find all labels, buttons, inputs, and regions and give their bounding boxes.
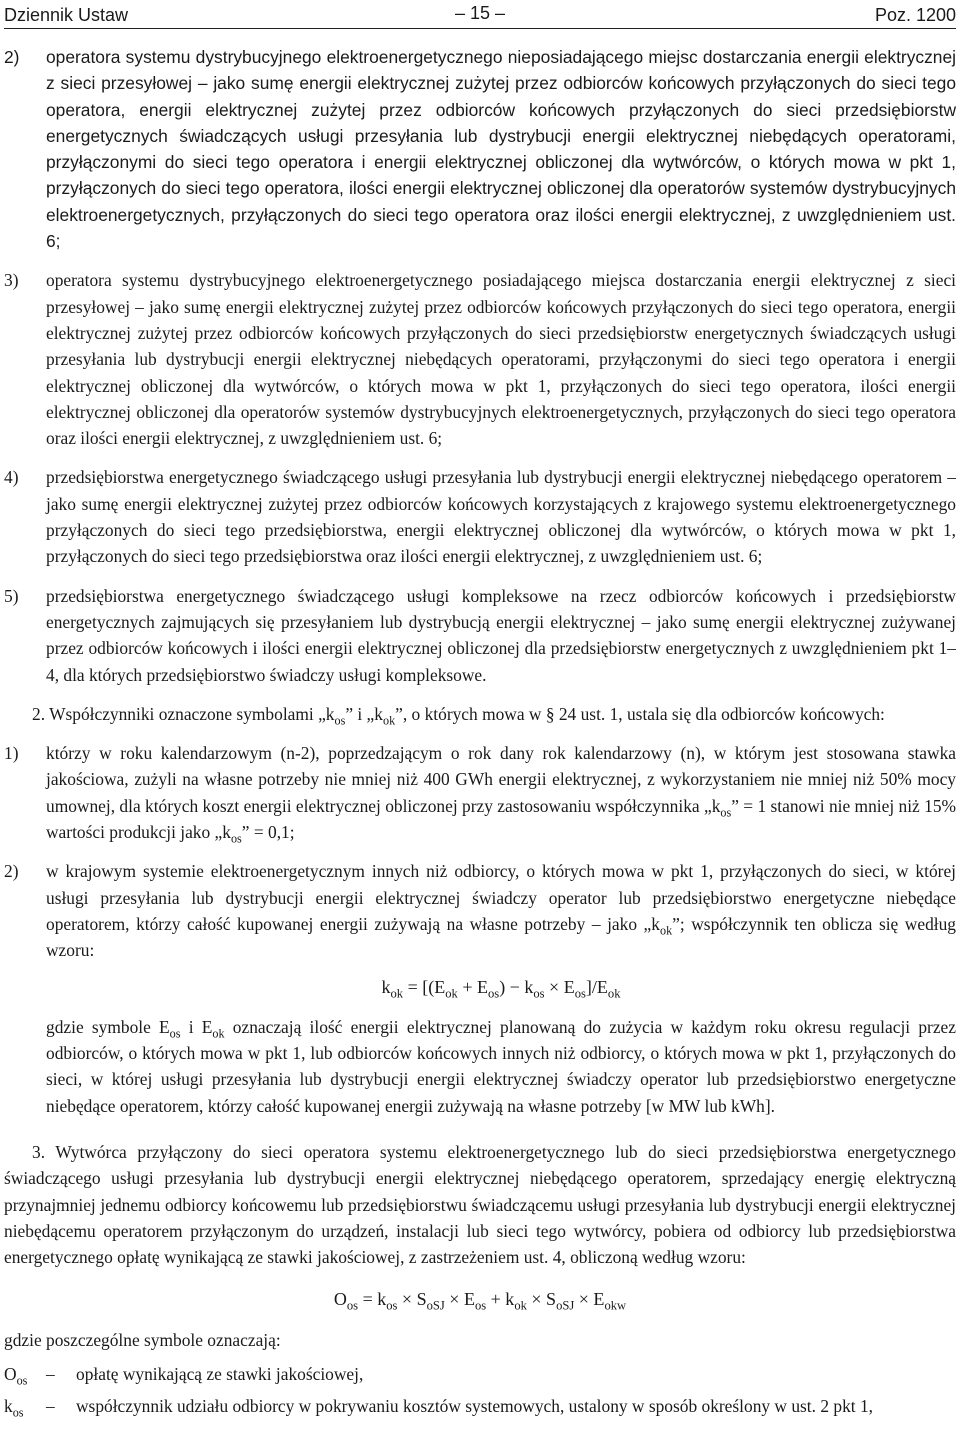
formula-explanation: gdzie symbole $E_{os}$ i $E_{ok}$ oznaczają ilość energii elektrycznej planowaną do zużycia w każdym roku okresu regulacji przez odbiorców, o których mowa w pkt 1, lub odbiorców końcowych innych niż odbiorcy, o których mowa w pkt 1, przyłączonych do sieci, w której usługi przesyłania lub dystrybucji energii elektrycznej świadczy operator lub przedsiębiorstwo energetyczne niebędące operatorem, którzy całość kupowanej energii zużywają na własne potrzeby [w MW lub kWh]. xyxy=(46,1016,956,1116)
section-2-intro: 2. Współczynniki oznaczone symbolami $„k_{os}$” i $„k_{ok}$”, o których mowa w § 24 ust. 1, ustala się dla odbiorców końcowych: xyxy=(32,703,885,728)
journal-title: Dziennik Ustaw xyxy=(4,5,129,25)
item-number: 2) xyxy=(4,47,20,67)
list-item xyxy=(4,464,956,569)
item-text: operatora systemu dystrybucyjnego elektroenergetycznego nieposiadającego miejsc dostarczania energii elektrycznej z sieci przesyłowej – jako sumę energii elektrycznej zużytej przez odbiorców końcowych przyłączonych do sieci tego operatora, energii elektrycznej zużytej przez odbiorców końcowych przyłączonych do sieci przedsiębiorstw energetycznych świadczących usługi przesyłania lub dystrybucji energii elektrycznej niebędących operatorami, przyłączonymi do sieci tego operatora i energii elektrycznej obliczonej dla wytwórców, o których mowa w pkt 1, przyłączonych do sieci tego operatora, ilości energii elektrycznej obliczonej dla operatorów systemów dystrybucyjnych elektroenergetycznych, przyłączonych do sieci tego operatora oraz ilości energii elektrycznej, z uwzględnieniem ust. 6; xyxy=(46,47,956,252)
page-header xyxy=(4,0,956,29)
enumerated-list-b xyxy=(4,267,956,1419)
item-text: przedsiębiorstwa energetycznego świadczącego usługi kompleksowe na rzecz odbiorców końcowych i przedsiębiorstw energetycznych zajmujących się przesyłaniem lub dystrybucją energii elektrycznej – jako sumę energii elektrycznej zużywanej przez odbiorców końcowych i ilości energii elektrycznej obliczonej dla przedsiębiorstw energetycznych z uwzględnieniem pkt 1–4, dla których przedsiębiorstwo świadczy usługi kompleksowe. xyxy=(46,585,956,685)
enumerated-list-a xyxy=(4,44,956,254)
item-number: 3) xyxy=(4,270,19,291)
symbol-definition xyxy=(4,1361,956,1387)
list-item xyxy=(4,858,956,1119)
symbol: $O_{os}$ xyxy=(4,1364,28,1388)
list-item xyxy=(4,267,956,451)
symbols-intro: gdzie poszczególne symbole oznaczają: xyxy=(4,1329,281,1350)
section-3-text: 3. Wytwórca przyłączony do sieci operatora systemu elektroenergetycznego lub do sieci przedsiębiorstwa energetycznego świadczącego usługi przesyłania lub dystrybucji energii elektrycznej niebędącego operatorem, sprzedający energię elektryczną przynajmniej jednemu odbiorcy końcowemu lub przedsiębiorstwu świadczącemu usługi przesyłania lub dystrybucji energii elektrycznej niebędącemu operatorem przyłączonym do urządzeń, instalacji lub sieci tego wytwórcy, pobiera od odbiorcy lub przedsiębiorstwa energetycznego opłatę wynikającą ze stawki jakościowej, z zastrzeżeniem ust. 4, obliczoną według wzoru: xyxy=(4,1141,956,1268)
item-number: 2) xyxy=(4,861,19,882)
formula-k-ok: $k_{ok} = [(E_{ok} + E_{os}) - k_{os} \times E_{os}]/E_{ok}$ xyxy=(381,976,621,1000)
item-number: 1) xyxy=(4,743,19,764)
position-number: Poz. 1200 xyxy=(874,5,956,25)
item-text: przedsiębiorstwa energetycznego świadczącego usługi przesyłania lub dystrybucji energii elektrycznej niebędącego operatorem – jako sumę energii elektrycznej zużytej przez odbiorców końcowych korzystających z krajowego systemu elektroenergetycznego przyłączonych do sieci tego przedsiębiorstwa, energii elektrycznej obliczonej dla wytwórców, o których mowa w pkt 1, przyłączonych do sieci tego przedsiębiorstwa oraz ilości energii elektrycznej, z uwzględnieniem ust. 6; xyxy=(46,467,956,567)
page-number: – 15 – xyxy=(454,3,506,23)
formula-o-os: $O_{os} = k_{os} \times S_{oSJ} \times E_{os} + k_{ok} \times S_{oSJ} \times E_{okw}$ xyxy=(333,1289,627,1313)
item-text: którzy w roku kalendarzowym (n-2), poprzedzającym o rok dany rok kalendarzowy (n), w którym jest stosowana stawka jakościowa, zużyli na własne potrzeby nie mniej niż 400 GWh energii elektrycznej, z wykorzystaniem nie mniej niż 50% mocy umownej, dla których koszt energii elektrycznej obliczonej przy zastosowaniu współczynnika $„k_{os}$” = 1 stanowi nie mniej niż 15% wartości produkcji jako $„k_{os}$” = 0,1; xyxy=(46,743,956,846)
symbol-dash: – xyxy=(46,1396,55,1417)
list-item xyxy=(4,583,956,688)
symbol-meaning: opłatę wynikającą ze stawki jakościowej, xyxy=(76,1364,364,1385)
list-item xyxy=(4,44,956,254)
item-text: w krajowym systemie elektroenergetycznym innych niż odbiorcy, o których mowa w pkt 1, przyłączonych do sieci, w której usługi przesyłania lub dystrybucji energii elektrycznej świadczy operator lub przedsiębiorstwo energetyczne niebędące operatorem, którzy całość kupowanej energii zużywają na własne potrzeby – jako $„k_{ok}$”; współczynnik ten oblicza się według wzoru: $k_{ok} = [(E_{ok} + E_{os}) - k_{os} \times E_{os}]/E_{ok}$ gdzie symbole $E_{os}$ i $E_{ok}$ oznaczają ilość energii elektrycznej planowaną do zużycia w każdym roku okresu regulacji przez odbiorców, o których mowa w pkt 1, lub odbiorców końcowych innych niż odbiorcy, o których mowa w pkt 1, przyłączonych do sieci, w której usługi przesyłania lub dystrybucji energii elektrycznej świadczy operator lub przedsiębiorstwo energetyczne niebędące operatorem, którzy całość kupowanej energii zużywają na własne potrzeby [w MW lub kWh]. xyxy=(46,858,956,1119)
symbol-definition xyxy=(4,1393,956,1419)
item-number: 4) xyxy=(4,467,19,488)
symbol-meaning: współczynnik udziału odbiorcy w pokrywaniu kosztów systemowych, ustalony w sposób określony w ust. 2 pkt 1, xyxy=(76,1396,873,1417)
item-number: 5) xyxy=(4,585,19,606)
symbol-dash: – xyxy=(46,1364,55,1385)
symbol: $k_{os}$ xyxy=(4,1396,24,1420)
list-item xyxy=(4,740,956,845)
item-text: operatora systemu dystrybucyjnego elektroenergetycznego posiadającego miejsca dostarczania energii elektrycznej z sieci przesyłowej – jako sumę energii elektrycznej zużytej przez odbiorców końcowych przyłączonych do sieci tego operatora, energii elektrycznej zużytej przez odbiorców końcowych przyłączonych do sieci przedsiębiorstw energetycznych świadczących usługi przesyłania lub dystrybucji energii elektrycznej niebędących operatorami, przyłączonymi do sieci tego operatora i energii elektrycznej obliczonej dla wytwórców, o których mowa w pkt 1, przyłączonych do sieci tego operatora, ilości energii elektrycznej obliczonej dla operatorów systemów dystrybucyjnych elektroenergetycznych, przyłączonych do sieci tego operatora oraz ilości energii elektrycznej, z uwzględnieniem ust. 6; xyxy=(46,270,956,449)
